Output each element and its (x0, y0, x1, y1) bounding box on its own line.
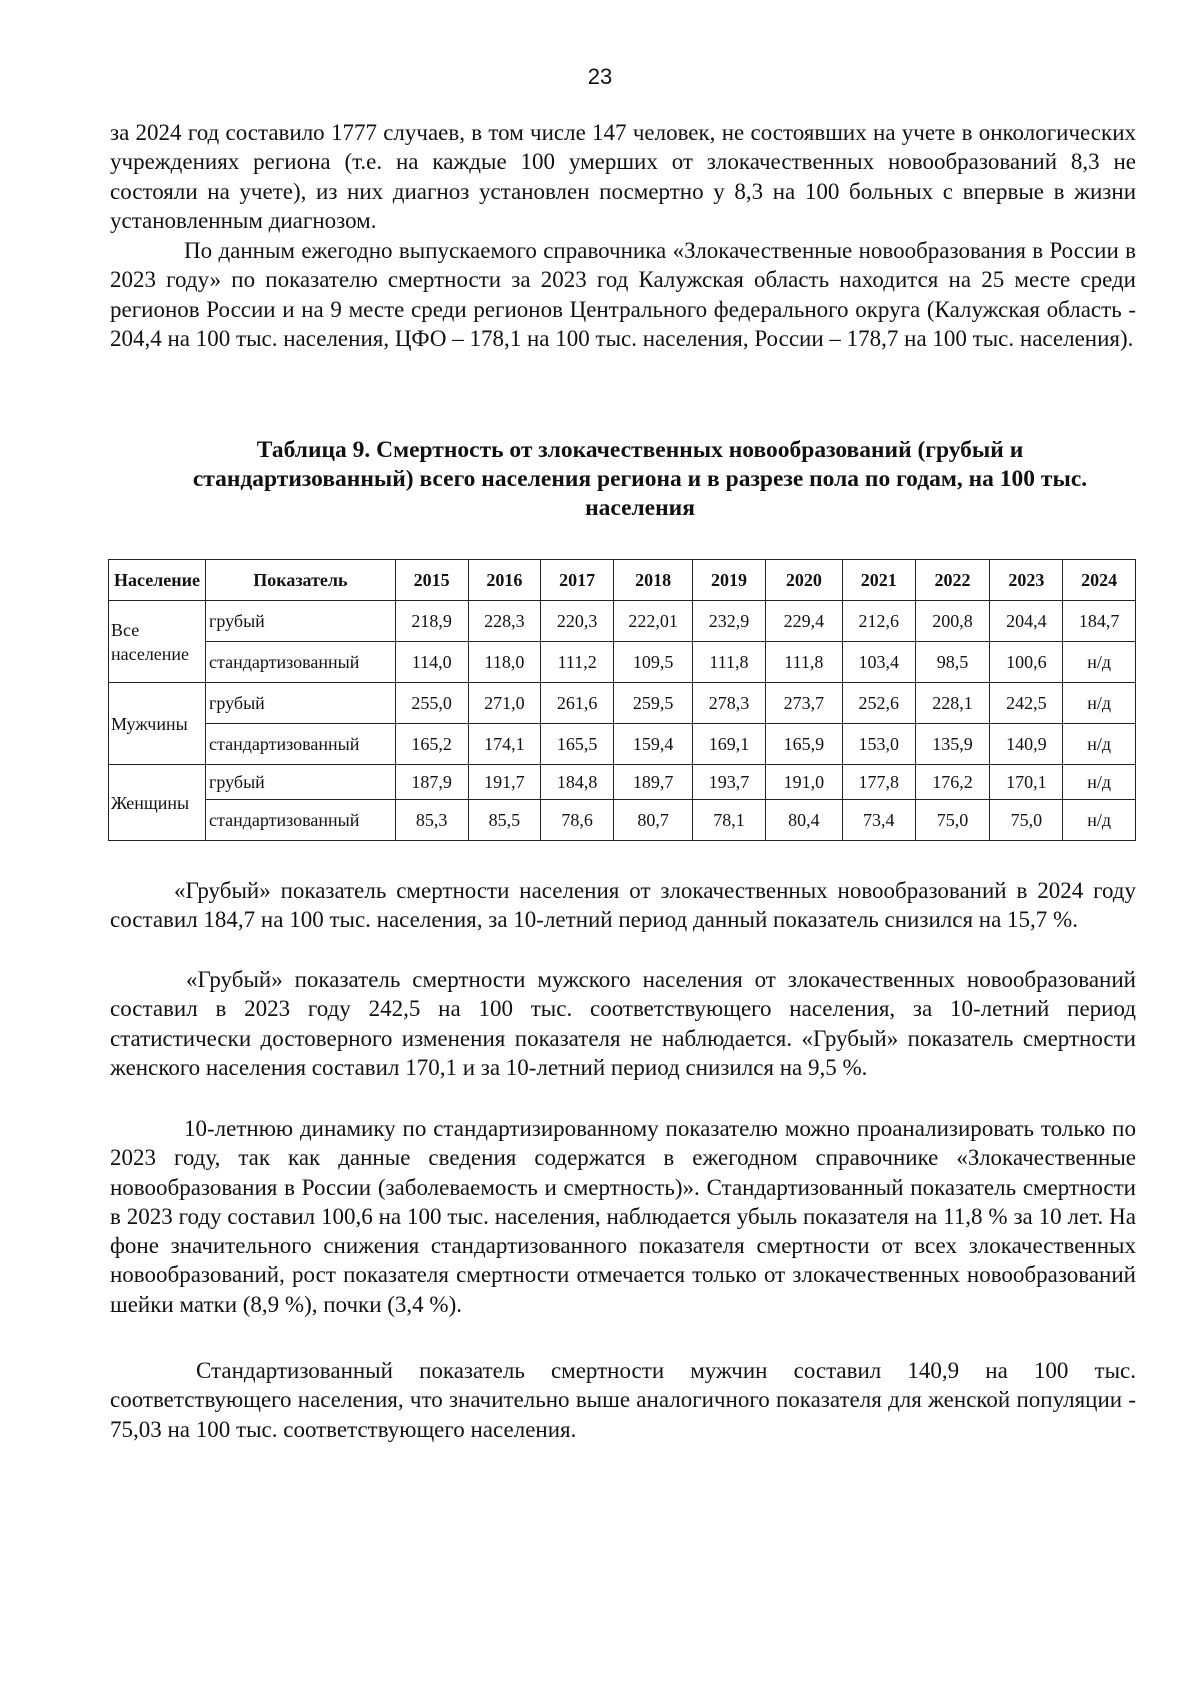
value-cell: 222,01 (614, 601, 693, 642)
value-cell: 255,0 (395, 683, 468, 724)
value-cell: 75,0 (915, 800, 990, 841)
value-cell: 165,9 (765, 724, 842, 765)
value-cell: 114,0 (395, 642, 468, 683)
value-cell: 75,0 (990, 800, 1063, 841)
table-row (109, 601, 1136, 642)
value-cell: 73,4 (842, 800, 915, 841)
population-cell: Женщины (109, 765, 206, 841)
header-cell: 2022 (915, 560, 990, 601)
value-cell: н/д (1063, 800, 1136, 841)
table-row (109, 724, 1136, 765)
value-cell: 174,1 (468, 724, 541, 765)
value-cell: 212,6 (842, 601, 915, 642)
value-cell: 252,6 (842, 683, 915, 724)
indicator-cell: стандартизованный (206, 724, 396, 765)
indicator-cell: грубый (206, 601, 396, 642)
value-cell: 111,8 (693, 642, 766, 683)
value-cell: 176,2 (915, 765, 990, 800)
value-cell: 187,9 (395, 765, 468, 800)
value-cell: 85,5 (468, 800, 541, 841)
paragraph-bottom-4: Стандартизованный показатель смертности мужчин составил 140,9 на 100 тыс. соответствующего населения, что значительно выше аналогичного показателя для женской популяции - 75,03 на 100 тыс. соответствующего населения. (110, 1358, 1136, 1442)
value-cell: 204,4 (990, 601, 1063, 642)
value-cell: 78,1 (693, 800, 766, 841)
header-cell: Население (109, 560, 206, 601)
indicator-cell: грубый (206, 683, 396, 724)
value-cell: 220,3 (541, 601, 614, 642)
header-cell: 2020 (765, 560, 842, 601)
value-cell: н/д (1063, 642, 1136, 683)
value-cell: 259,5 (614, 683, 693, 724)
header-cell: 2017 (541, 560, 614, 601)
value-cell: н/д (1063, 765, 1136, 800)
header-cell: 2015 (395, 560, 468, 601)
value-cell: 232,9 (693, 601, 766, 642)
value-cell: 80,7 (614, 800, 693, 841)
header-cell: 2018 (614, 560, 693, 601)
value-cell: 184,8 (541, 765, 614, 800)
value-cell: 111,2 (541, 642, 614, 683)
header-cell: 2023 (990, 560, 1063, 601)
value-cell: 218,9 (395, 601, 468, 642)
header-cell: Показатель (206, 560, 396, 601)
value-cell: 278,3 (693, 683, 766, 724)
table-row (109, 683, 1136, 724)
value-cell: 165,2 (395, 724, 468, 765)
value-cell: 78,6 (541, 800, 614, 841)
indicator-cell: стандартизованный (206, 800, 396, 841)
paragraph-top-2: По данным ежегодно выпускаемого справочника «Злокачественные новообразования в России в 2023 году» по показателю смертности за 2023 год Калужская область находится на 25 месте среди регионов России и на 9 месте среди регионов Центрального федерального округа (Калужская область - 204,4 на 100 тыс. населения, ЦФО – 178,1 на 100 тыс. населения, России – 178,7 на 100 тыс. населения). (110, 238, 1136, 351)
table-title: Таблица 9. Смертность от злокачественных новообразований (грубый и стандартизованный) всего населения региона и в разрезе пола по годам, на 100 тыс. населения (192, 437, 1088, 521)
value-cell: 103,4 (842, 642, 915, 683)
value-cell: н/д (1063, 683, 1136, 724)
value-cell: 191,7 (468, 765, 541, 800)
value-cell: 118,0 (468, 642, 541, 683)
value-cell: 165,5 (541, 724, 614, 765)
value-cell: 228,3 (468, 601, 541, 642)
header-cell: 2021 (842, 560, 915, 601)
value-cell: 80,4 (765, 800, 842, 841)
value-cell: 109,5 (614, 642, 693, 683)
table-row (109, 765, 1136, 800)
value-cell: 177,8 (842, 765, 915, 800)
value-cell: 271,0 (468, 683, 541, 724)
value-cell: 200,8 (915, 601, 990, 642)
page-number: 23 (587, 64, 613, 89)
value-cell: 242,5 (990, 683, 1063, 724)
value-cell: 193,7 (693, 765, 766, 800)
value-cell: 261,6 (541, 683, 614, 724)
population-cell: Все население (109, 601, 206, 683)
table-header-row (109, 560, 1136, 601)
value-cell: 170,1 (990, 765, 1063, 800)
population-cell: Мужчины (109, 683, 206, 765)
paragraph-bottom-1: «Грубый» показатель смертности населения от злокачественных новообразований в 2024 году составил 184,7 на 100 тыс. населения, за 10-летний период данный показатель снизился на 15,7 %. (110, 878, 1136, 933)
value-cell: 189,7 (614, 765, 693, 800)
header-cell: 2019 (693, 560, 766, 601)
value-cell: 98,5 (915, 642, 990, 683)
indicator-cell: грубый (206, 765, 396, 800)
value-cell: 135,9 (915, 724, 990, 765)
header-cell: 2024 (1063, 560, 1136, 601)
table-row (109, 800, 1136, 841)
value-cell: 159,4 (614, 724, 693, 765)
table-row (109, 642, 1136, 683)
value-cell: 140,9 (990, 724, 1063, 765)
value-cell: 111,8 (765, 642, 842, 683)
indicator-cell: стандартизованный (206, 642, 396, 683)
value-cell: 273,7 (765, 683, 842, 724)
value-cell: 191,0 (765, 765, 842, 800)
value-cell: 85,3 (395, 800, 468, 841)
paragraph-bottom-2: «Грубый» показатель смертности мужского населения от злокачественных новообразований составил в 2023 году 242,5 на 100 тыс. соответствующего населения, за 10-летний период статистически достоверного изменения показателя не наблюдается. «Грубый» показатель смертности женского населения составил 170,1 и за 10-летний период снизился на 9,5 %. (110, 967, 1136, 1080)
mortality-table (108, 559, 1136, 841)
value-cell: 153,0 (842, 724, 915, 765)
value-cell: 228,1 (915, 683, 990, 724)
paragraph-bottom-3: 10-летнюю динамику по стандартизированному показателю можно проанализировать только по 2023 году, так как данные сведения содержатся в ежегодном справочнике «Злокачественные новообразования в России (заболеваемость и смертность)». Стандартизованный показатель смертности в 2023 году составил 100,6 на 100 тыс. населения, наблюдается убыль показателя на 11,8 % за 10 лет. На фоне значительного снижения стандартизованного показателя смертности от всех злокачественных новообразований, рост показателя смертности отмечается только от злокачественных новообразований шейки матки (8,9 %), почки (3,4 %). (110, 1116, 1136, 1317)
header-cell: 2016 (468, 560, 541, 601)
value-cell: 184,7 (1063, 601, 1136, 642)
value-cell: 169,1 (693, 724, 766, 765)
value-cell: 229,4 (765, 601, 842, 642)
paragraph-top-1: за 2024 год составило 1777 случаев, в том числе 147 человек, не состоявших на учете в онкологических учреждениях региона (т.е. на каждые 100 умерших от злокачественных новообразований 8,3 не состояли на учете), из них диагноз установлен посмертно у 8,3 на 100 больных с впервые в жизни установленным диагнозом. (110, 120, 1136, 233)
value-cell: 100,6 (990, 642, 1063, 683)
value-cell: н/д (1063, 724, 1136, 765)
